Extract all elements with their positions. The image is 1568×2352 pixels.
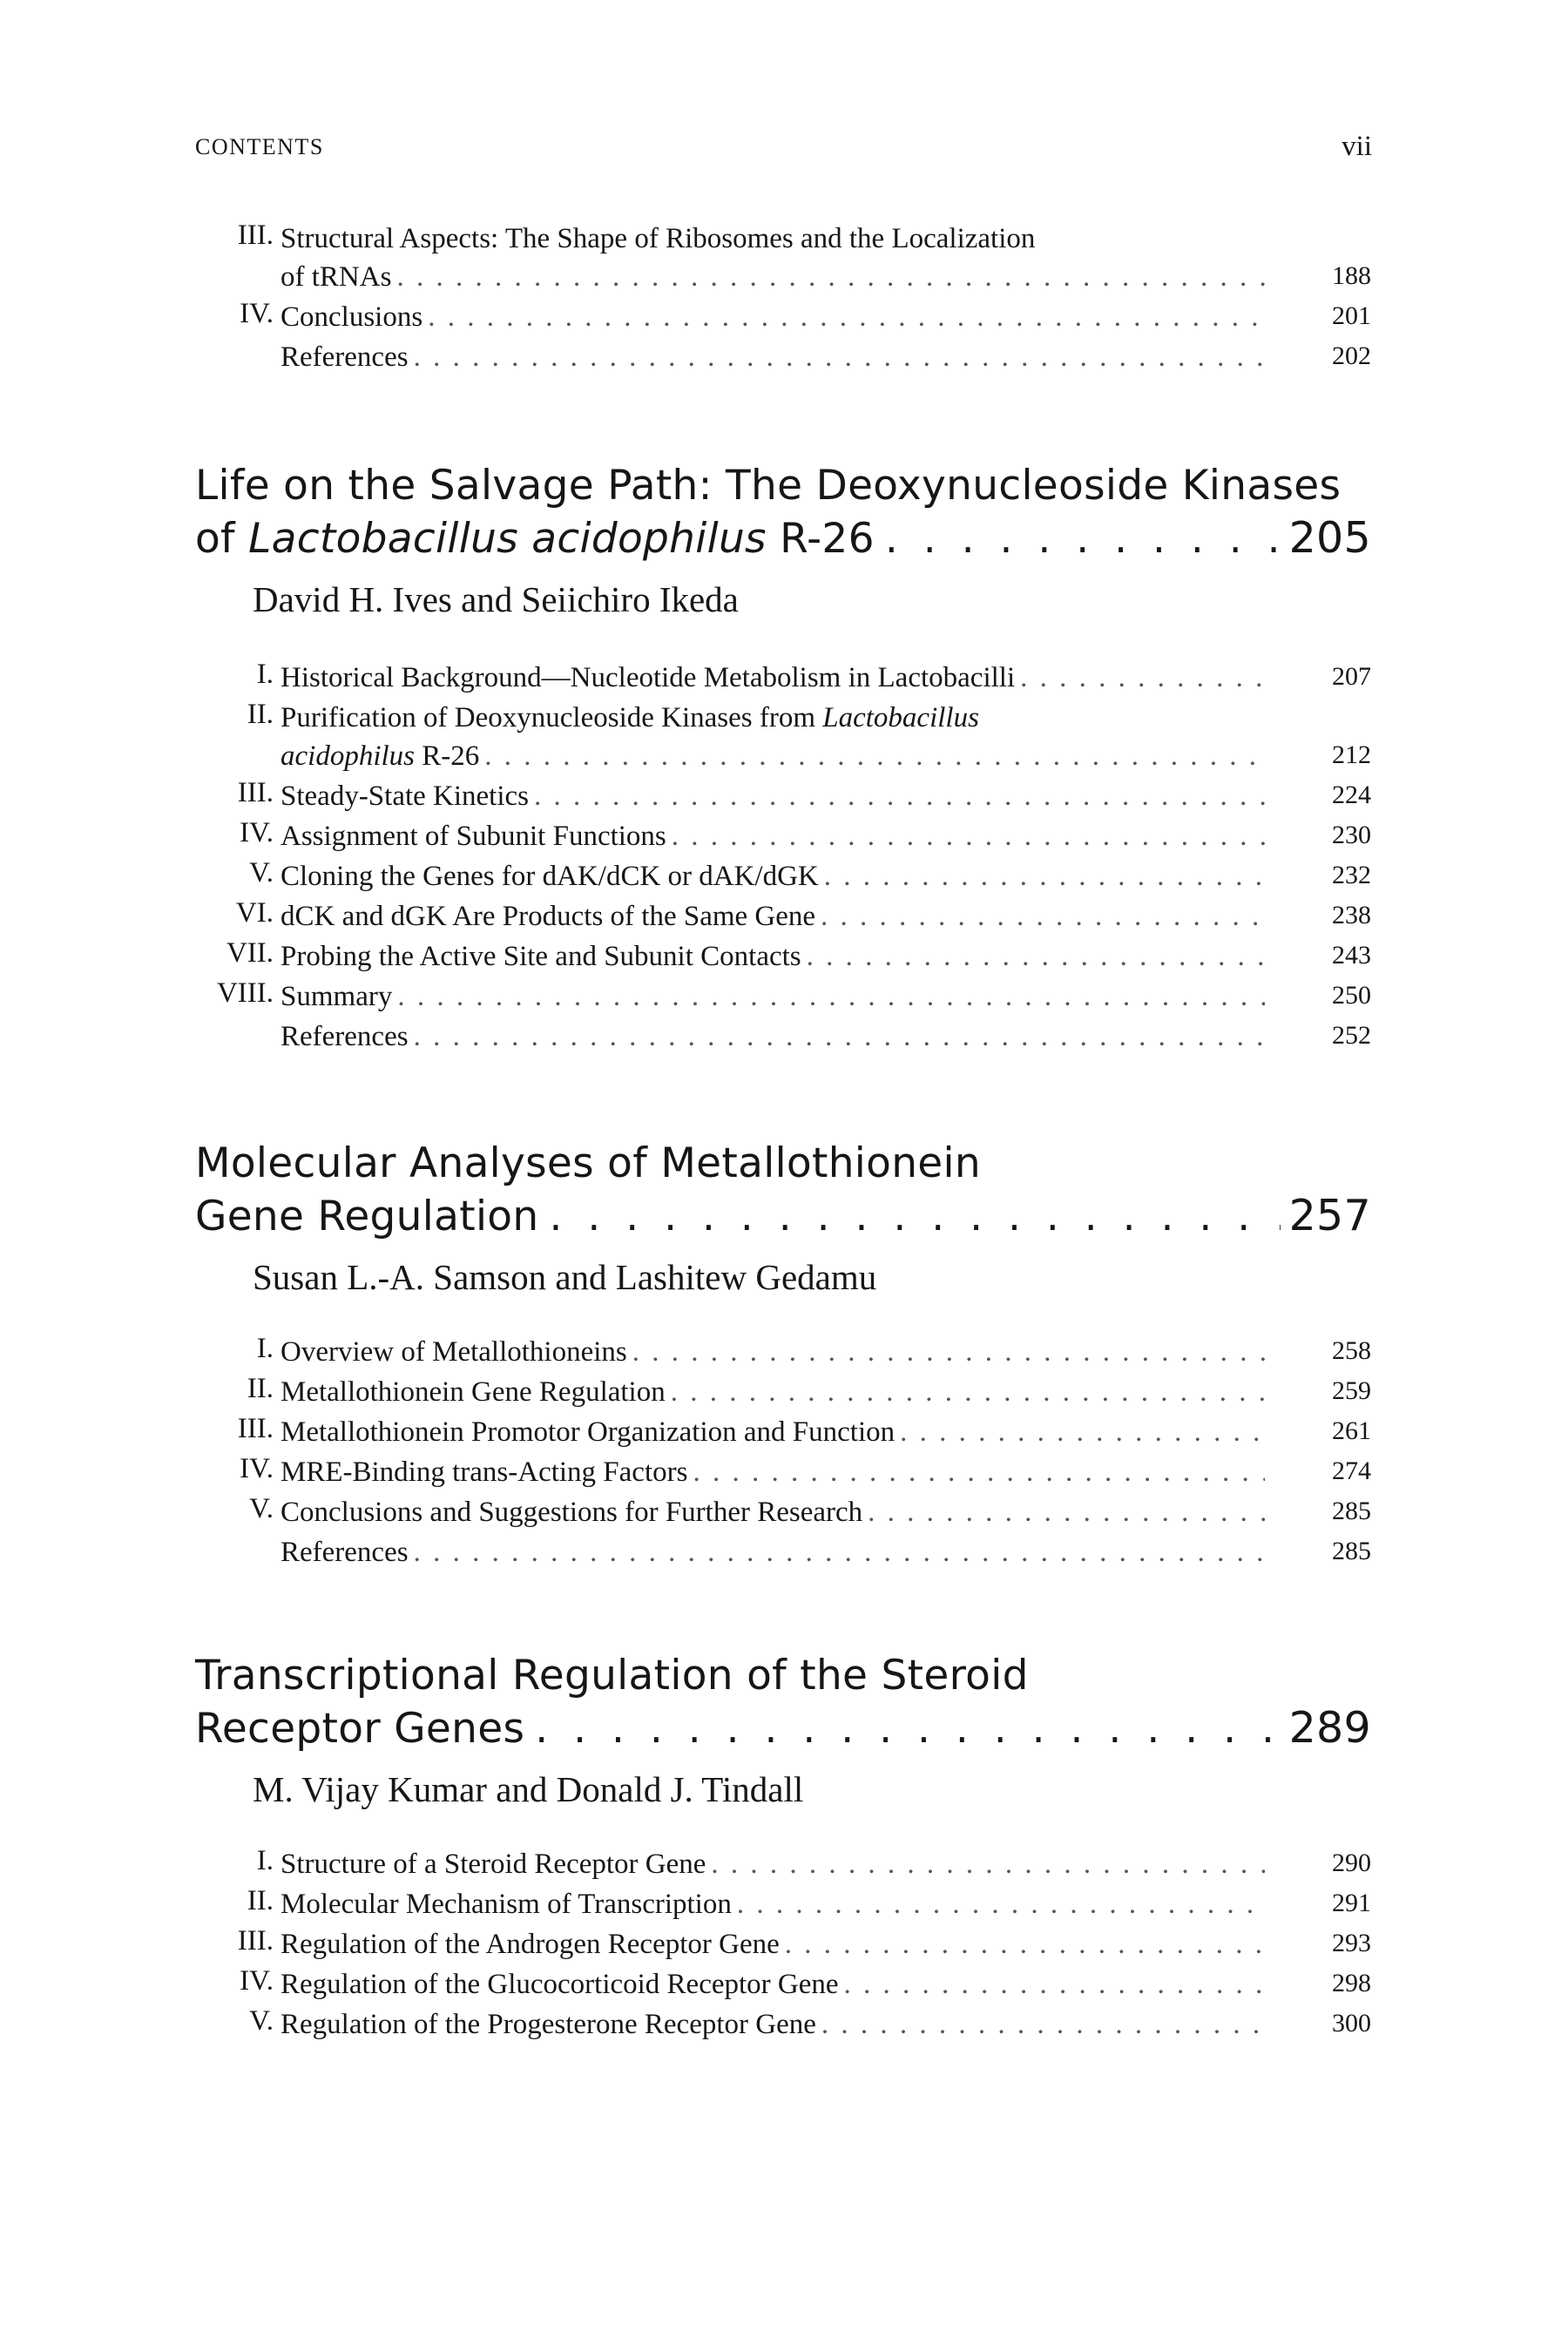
entry-title: Metallothionein Promotor Organization and Function [280, 1416, 896, 1448]
toc-entry[interactable] [0, 1328, 1568, 1368]
entry-title: Steady-State Kinetics [280, 781, 530, 812]
chapter-page: 205 [1288, 513, 1371, 563]
chapter-authors: M. Vijay Kumar and Donald J. Tindall [253, 1769, 804, 1809]
chapter-heading[interactable] [195, 460, 1371, 621]
entry-number: I. [256, 1333, 274, 1364]
entry-title: Assignment of Subunit Functions [280, 821, 666, 852]
toc-entry[interactable] [0, 2000, 1568, 2040]
chapter-page: 289 [1288, 1703, 1371, 1753]
toc-entry[interactable] [0, 892, 1568, 932]
entry-title-line2: of tRNAs [280, 261, 392, 293]
entry-title: References [280, 1021, 409, 1052]
entry-number: V. [249, 2005, 274, 2037]
entry-page: 285 [1332, 1537, 1371, 1565]
entry-title: References [280, 341, 409, 373]
entry-page: 201 [1332, 301, 1371, 330]
chapter-heading[interactable] [195, 1138, 1371, 1299]
chapter-authors: Susan L.-A. Samson and Lashitew Gedamu [253, 1257, 877, 1297]
toc-entry[interactable] [0, 812, 1568, 852]
entry-title: MRE-Binding trans-Acting Factors [280, 1456, 688, 1488]
entry-number: I. [256, 1845, 274, 1876]
entry-title: Structure of a Steroid Receptor Gene [280, 1848, 706, 1880]
entry-page: 259 [1332, 1376, 1371, 1405]
toc-entry[interactable] [0, 1012, 1568, 1052]
entry-number: VIII. [216, 977, 274, 1009]
running-head-title: CONTENTS [195, 134, 324, 159]
entry-title: Probing the Active Site and Subunit Contacts [280, 941, 801, 972]
toc-entry[interactable] [0, 1368, 1568, 1408]
entry-title-genus: Lactobacillus [822, 702, 979, 733]
entry-title-species: acidophilus [280, 740, 415, 772]
chapter-title [195, 1650, 1371, 1755]
entry-title: Molecular Mechanism of Transcription [280, 1889, 732, 1920]
entry-title: Conclusions and Suggestions for Further Research [280, 1497, 863, 1528]
chapter-title-line1: Life on the Salvage Path: The Deoxynucleoside Kinases [195, 462, 1342, 510]
entry-number: IV. [240, 817, 274, 848]
chapter-title-strain: R-26 [766, 515, 875, 563]
entry-page: 274 [1332, 1456, 1371, 1485]
entry-number: V. [249, 1493, 274, 1524]
chapter-entries [0, 1840, 1568, 2040]
toc-entry[interactable] [0, 1408, 1568, 1448]
entry-page: 212 [1332, 740, 1371, 769]
entry-page: 224 [1332, 781, 1371, 809]
toc-entry[interactable] [0, 772, 1568, 812]
entry-number: III. [237, 220, 274, 251]
entry-title: Cloning the Genes for dAK/dCK or dAK/dGK [280, 861, 819, 892]
toc-entry[interactable] [0, 293, 1568, 333]
entry-page: 293 [1332, 1929, 1371, 1957]
entry-title: dCK and dGK Are Products of the Same Gene [280, 901, 816, 932]
entry-page: 252 [1332, 1021, 1371, 1050]
entry-number: III. [237, 1925, 274, 1957]
entry-page: 230 [1332, 821, 1371, 849]
entry-page: 258 [1332, 1336, 1371, 1365]
entry-title-line1: Structural Aspects: The Shape of Ribosomes and the Localization [280, 223, 1036, 254]
entry-page: 300 [1332, 2009, 1371, 2038]
entry-page: 261 [1332, 1416, 1371, 1445]
entry-number: IV. [240, 1965, 274, 1997]
chapter-page: 257 [1288, 1191, 1371, 1240]
toc-entry[interactable] [0, 1960, 1568, 2000]
toc-entry[interactable] [0, 693, 1568, 772]
chapter-authors: David H. Ives and Seiichiro Ikeda [253, 579, 739, 619]
entry-title: Summary [280, 981, 393, 1012]
toc-entry[interactable] [0, 1840, 1568, 1880]
entry-page: 290 [1332, 1848, 1371, 1877]
entry-page: 285 [1332, 1497, 1371, 1525]
entry-title: Metallothionein Gene Regulation [280, 1376, 666, 1408]
entry-number: II. [247, 1373, 274, 1404]
entry-page: 232 [1332, 861, 1371, 889]
entry-number: VII. [226, 937, 274, 969]
entry-title: Regulation of the Progesterone Receptor Gene [280, 2009, 816, 2040]
toc-entry[interactable] [0, 932, 1568, 972]
chapter-title-line1: Transcriptional Regulation of the Steroid [195, 1652, 1029, 1700]
entry-title: References [280, 1537, 409, 1568]
entry-number: I. [256, 659, 274, 690]
entry-page: 188 [1332, 261, 1371, 290]
entry-title: Overview of Metallothioneins [280, 1336, 627, 1368]
toc-entry[interactable] [0, 852, 1568, 892]
entry-page: 202 [1332, 341, 1371, 370]
entry-number: IV. [240, 1453, 274, 1484]
chapter-title-organism: Lactobacillus acidophilus [248, 515, 767, 563]
entry-page: 207 [1332, 662, 1371, 691]
toc-entry[interactable] [0, 1920, 1568, 1960]
entry-page: 298 [1332, 1969, 1371, 1997]
entry-number: II. [247, 699, 274, 730]
entry-page: 238 [1332, 901, 1371, 929]
entry-number: VI. [235, 897, 274, 929]
entry-page: 250 [1332, 981, 1371, 1010]
entry-title: Conclusions [280, 301, 423, 333]
chapter-entries [0, 653, 1568, 1052]
chapter-title-line2-prefix: of [195, 515, 249, 563]
chapter-title-line1: Molecular Analyses of Metallothionein [195, 1139, 981, 1187]
entry-number: II. [247, 1885, 274, 1916]
entry-page: 243 [1332, 941, 1371, 970]
chapter-entries [0, 1328, 1568, 1568]
chapter-title-line2: Receptor Genes [195, 1705, 525, 1753]
entry-title: Regulation of the Androgen Receptor Gene [280, 1929, 780, 1960]
toc-entry[interactable] [0, 1880, 1568, 1920]
toc-entry[interactable] [0, 1528, 1568, 1568]
entry-number: III. [237, 777, 274, 808]
entry-number: III. [237, 1413, 274, 1444]
chapter-title-line2: Gene Regulation [195, 1193, 539, 1240]
toc-entry[interactable] [0, 214, 1568, 293]
page-numeral: vii [1342, 131, 1372, 162]
toc-entry[interactable] [0, 1448, 1568, 1488]
entry-title: Regulation of the Glucocorticoid Receptor Gene [280, 1969, 839, 2000]
running-head [0, 131, 1568, 166]
chapter-title [195, 460, 1371, 565]
entry-title: Historical Background—Nucleotide Metabolism in Lactobacilli [280, 662, 1016, 693]
entry-title-strain: R-26 [415, 740, 480, 772]
entry-number: V. [249, 857, 274, 889]
entry-title-line1: Purification of Deoxynucleoside Kinases from [280, 702, 823, 733]
toc-entry[interactable] [0, 653, 1568, 693]
entry-page: 291 [1332, 1889, 1371, 1917]
entry-number: IV. [240, 298, 274, 329]
toc-entry[interactable] [0, 333, 1568, 373]
toc-entry[interactable] [0, 972, 1568, 1012]
chapter-heading[interactable] [195, 1650, 1371, 1811]
chapter-title [195, 1138, 1371, 1243]
toc-entry[interactable] [0, 1488, 1568, 1528]
continued-entries [0, 214, 1568, 373]
